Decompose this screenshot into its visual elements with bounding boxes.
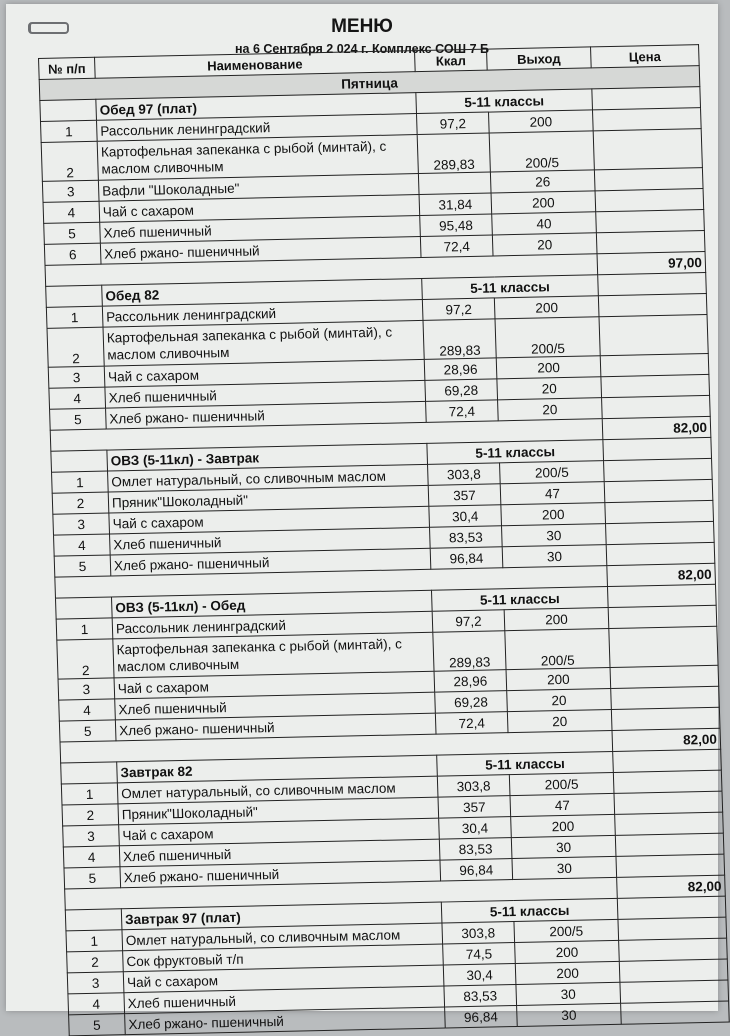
item-number: 3 — [67, 972, 124, 994]
item-kcal: 72,4 — [435, 712, 508, 734]
item-out: 200/5 — [489, 131, 594, 172]
section-price-cell — [607, 584, 716, 607]
item-price — [605, 500, 714, 523]
item-out: 200/5 — [509, 772, 614, 795]
item-number: 1 — [56, 618, 113, 640]
item-price — [608, 605, 717, 628]
menu-table — [38, 44, 730, 1036]
item-name: Чай с сахаром — [123, 965, 444, 993]
item-kcal: 69,28 — [425, 379, 498, 401]
item-price — [609, 626, 718, 667]
col-num: № п/п — [39, 57, 96, 79]
item-kcal: 30,4 — [439, 817, 512, 839]
section-price-cell — [613, 749, 722, 772]
item-number: 2 — [67, 951, 124, 973]
item-name: Картофельная запеканка с рыбой (минтай), с маслом сливочным — [113, 632, 434, 678]
item-name: Картофельная запеканка с рыбой (минтай), с маслом сливочным — [97, 135, 418, 181]
item-price — [596, 210, 705, 233]
item-number: 5 — [59, 720, 116, 742]
section-title: ОВЗ (5-11кл) - Завтрак — [107, 443, 428, 471]
item-out: 47 — [500, 482, 605, 505]
item-price — [593, 129, 702, 170]
item-price — [604, 479, 713, 502]
item-kcal: 30,4 — [429, 505, 502, 527]
item-name: Рассольник ленинградский — [102, 299, 423, 327]
section-price-cell — [617, 896, 726, 919]
item-out: 30 — [517, 1003, 622, 1026]
item-name: Картофельная запеканка с рыбой (минтай), с маслом сливочным — [103, 320, 424, 366]
item-number: 2 — [41, 141, 98, 181]
item-name: Рассольник ленинградский — [112, 611, 433, 639]
item-out: 47 — [510, 793, 615, 816]
item-number: 4 — [43, 201, 100, 223]
section-price-cell — [592, 87, 701, 110]
item-price — [619, 938, 728, 961]
item-out: 20 — [492, 233, 597, 256]
item-name: Чай с сахаром — [99, 195, 420, 223]
item-number: 2 — [57, 639, 114, 679]
col-out: Выход — [487, 47, 592, 70]
item-name: Хлеб ржано- пшеничный — [125, 1007, 446, 1035]
section-classes: 5-11 классы — [431, 587, 608, 612]
item-price — [604, 458, 713, 481]
item-name: Хлеб ржано- пшеничный — [115, 713, 436, 741]
item-price — [606, 542, 715, 565]
item-price — [614, 791, 723, 814]
section-total-price: 97,00 — [597, 252, 706, 275]
item-name: Хлеб пшеничный — [124, 986, 445, 1014]
item-out: 30 — [511, 835, 616, 858]
item-number: 1 — [66, 930, 123, 952]
item-out: 200 — [491, 191, 596, 214]
item-number: 1 — [40, 120, 97, 142]
section-classes: 5-11 классы — [437, 751, 614, 776]
item-kcal: 303,8 — [428, 463, 501, 485]
item-number: 5 — [54, 555, 111, 577]
item-name: Пряник"Шоколадный" — [118, 797, 439, 825]
item-out: 26 — [490, 170, 595, 193]
item-number: 3 — [42, 180, 99, 202]
item-out: 30 — [502, 545, 607, 568]
item-price — [599, 314, 708, 355]
item-kcal: 83,53 — [430, 526, 503, 548]
item-number: 3 — [63, 825, 120, 847]
item-out: 20 — [507, 689, 612, 712]
item-kcal: 31,84 — [419, 193, 492, 215]
item-kcal: 28,96 — [434, 670, 507, 692]
section-price-cell — [598, 273, 707, 296]
item-number: 2 — [62, 804, 119, 826]
item-out: 30 — [516, 982, 621, 1005]
item-name: Омлет натуральный, со сливочным маслом — [122, 923, 443, 951]
section-title: ОВЗ (5-11кл) - Обед — [111, 590, 432, 618]
col-name: Наименование — [95, 51, 416, 79]
item-out: 40 — [492, 212, 597, 235]
item-number: 3 — [48, 366, 105, 388]
item-name: Чай с сахаром — [119, 818, 440, 846]
item-out: 20 — [498, 398, 603, 421]
col-kcal: Ккал — [415, 49, 488, 71]
section-classes: 5-11 классы — [427, 440, 604, 465]
item-kcal: 357 — [438, 796, 511, 818]
item-price — [592, 108, 701, 131]
item-number: 4 — [63, 846, 120, 868]
item-kcal: 289,83 — [433, 631, 506, 671]
item-name: Вафли "Шоколадные" — [98, 174, 419, 202]
day-label: Пятница — [39, 66, 700, 101]
item-number: 4 — [68, 993, 125, 1015]
item-kcal: 72,4 — [420, 235, 493, 257]
item-out: 200 — [515, 940, 620, 963]
item-name: Рассольник ленинградский — [96, 114, 417, 142]
item-price — [601, 374, 710, 397]
item-kcal: 74,5 — [443, 943, 516, 965]
item-price — [600, 353, 709, 376]
item-kcal: 97,2 — [416, 112, 489, 134]
section-num-cell — [46, 285, 103, 307]
item-kcal: 303,8 — [437, 775, 510, 797]
section-num-cell — [40, 99, 97, 121]
item-kcal: 96,84 — [430, 547, 503, 569]
item-kcal: 96,84 — [440, 859, 513, 881]
section-title: Обед 82 — [102, 278, 423, 306]
item-kcal: 30,4 — [443, 964, 516, 986]
item-out: 200 — [496, 356, 601, 379]
item-kcal: 83,53 — [444, 984, 517, 1006]
item-number: 4 — [59, 699, 116, 721]
item-out: 200/5 — [495, 317, 600, 358]
item-number: 4 — [54, 534, 111, 556]
item-price — [610, 665, 719, 688]
item-price — [602, 395, 711, 418]
item-out: 200 — [504, 608, 609, 631]
page-title: МЕНЮ — [331, 16, 393, 37]
item-out: 200 — [511, 814, 616, 837]
item-name: Омлет натуральный, со сливочным маслом — [108, 464, 429, 492]
item-price — [619, 959, 728, 982]
item-out: 30 — [512, 856, 617, 879]
item-price — [616, 854, 725, 877]
item-price — [594, 168, 703, 191]
page-subtitle: на 6 Сентября 2 024 г. Комплекс СОШ 7 Б — [235, 42, 489, 56]
item-price — [595, 189, 704, 212]
item-number: 5 — [50, 408, 107, 430]
item-name: Хлеб пшеничный — [110, 527, 431, 555]
item-kcal: 95,48 — [420, 214, 493, 236]
item-kcal: 83,53 — [439, 838, 512, 860]
section-price-cell — [603, 437, 712, 460]
item-number: 2 — [47, 327, 104, 367]
item-out: 200 — [515, 961, 620, 984]
item-number: 3 — [58, 678, 115, 700]
item-price — [613, 770, 722, 793]
section-classes: 5-11 классы — [422, 275, 599, 300]
section-total-price: 82,00 — [607, 563, 716, 586]
item-name: Омлет натуральный, со сливочным маслом — [117, 776, 438, 804]
item-number: 5 — [44, 222, 101, 244]
item-price — [618, 917, 727, 940]
item-kcal: 72,4 — [426, 400, 499, 422]
item-number: 4 — [49, 387, 106, 409]
item-name: Хлеб пшеничный — [105, 380, 426, 408]
section-classes: 5-11 классы — [416, 89, 593, 114]
item-number: 5 — [64, 867, 121, 889]
menu-sheet — [6, 4, 722, 1033]
section-total-price: 82,00 — [602, 416, 711, 439]
item-name: Хлеб ржано- пшеничный — [106, 401, 427, 429]
menu-table-wrap — [38, 44, 729, 1036]
item-price — [596, 231, 705, 254]
item-kcal: 303,8 — [442, 922, 515, 944]
item-price — [621, 1001, 730, 1024]
item-out: 30 — [502, 524, 607, 547]
section-title: Обед 97 (плат) — [96, 93, 417, 121]
section-title: Завтрак 82 — [117, 755, 438, 783]
item-price — [611, 686, 720, 709]
item-kcal: 357 — [428, 484, 501, 506]
item-kcal: 96,84 — [445, 1005, 518, 1027]
section-num-cell — [51, 450, 108, 472]
item-kcal: 289,83 — [417, 133, 490, 173]
item-name: Хлеб ржано- пшеничный — [110, 548, 431, 576]
item-name: Хлеб ржано- пшеничный — [100, 236, 421, 264]
item-name: Чай с сахаром — [114, 671, 435, 699]
item-kcal: 97,2 — [422, 298, 495, 320]
item-out: 200/5 — [500, 461, 605, 484]
item-price — [606, 521, 715, 544]
item-out: 200 — [506, 668, 611, 691]
item-out: 200 — [501, 503, 606, 526]
item-number: 3 — [53, 513, 110, 535]
item-kcal — [418, 172, 491, 194]
item-number: 2 — [52, 492, 109, 514]
item-name: Пряник"Шоколадный" — [108, 485, 429, 513]
item-out: 200/5 — [505, 629, 610, 670]
item-number: 5 — [69, 1014, 126, 1036]
item-price — [620, 980, 729, 1003]
item-out: 200/5 — [514, 919, 619, 942]
item-kcal: 69,28 — [435, 691, 508, 713]
item-name: Хлеб пшеничный — [115, 692, 436, 720]
item-kcal: 28,96 — [424, 358, 497, 380]
item-out: 20 — [497, 377, 602, 400]
item-kcal: 289,83 — [423, 319, 496, 359]
item-kcal: 97,2 — [432, 610, 505, 632]
section-total-price: 82,00 — [617, 875, 726, 898]
section-num-cell — [65, 909, 122, 931]
item-name: Сок фруктовый т/п — [123, 944, 444, 972]
item-out: 20 — [507, 709, 612, 732]
item-out: 200 — [488, 110, 593, 133]
item-price — [615, 833, 724, 856]
section-total-price: 82,00 — [612, 728, 721, 751]
item-name: Хлеб пшеничный — [119, 839, 440, 867]
item-number: 1 — [61, 783, 118, 805]
section-title: Завтрак 97 (плат) — [121, 902, 442, 930]
section-num-cell — [61, 762, 118, 784]
item-number: 6 — [44, 243, 101, 265]
item-price — [598, 294, 707, 317]
section-classes: 5-11 классы — [441, 898, 618, 923]
item-out: 200 — [494, 296, 599, 319]
item-name: Хлеб ржано- пшеничный — [120, 860, 441, 888]
item-name: Хлеб пшеничный — [100, 216, 421, 244]
item-name: Чай с сахаром — [104, 359, 425, 387]
item-price — [611, 707, 720, 730]
item-number: 1 — [46, 306, 103, 328]
item-name: Чай с сахаром — [109, 506, 430, 534]
section-num-cell — [55, 597, 112, 619]
item-number: 1 — [52, 471, 109, 493]
item-price — [615, 812, 724, 835]
col-price: Цена — [591, 45, 700, 68]
